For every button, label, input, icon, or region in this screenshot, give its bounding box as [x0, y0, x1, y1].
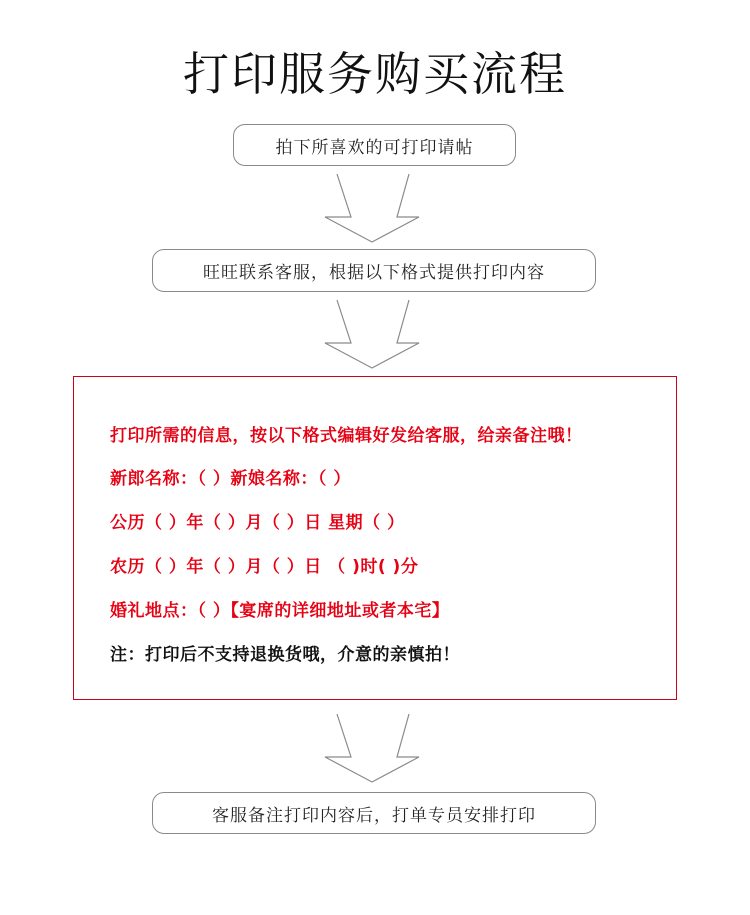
- page-title: 打印服务购买流程: [183, 47, 567, 101]
- form-note: 注：打印后不支持退换货哦，介意的亲慎拍！: [110, 645, 460, 665]
- step-2-box: [152, 249, 596, 292]
- down-arrow-icon: [317, 172, 427, 244]
- step-1-label: 拍下所喜欢的可打印请帖: [275, 137, 474, 158]
- step-4-label: 客服备注打印内容后，打单专员安排打印: [212, 805, 536, 826]
- form-lunar-date-line: 农历（ ）年（ ）月（ ）日 （ )时( )分: [110, 557, 419, 577]
- step-4-box: [152, 792, 596, 834]
- step-2-label: 旺旺联系客服，根据以下格式提供打印内容: [203, 263, 545, 283]
- form-solar-date-line: 公历（ ）年（ ）月（ ）日 星期（ ）: [110, 513, 405, 533]
- form-intro: 打印所需的信息，按以下格式编辑好发给客服，给亲备注哦！: [110, 426, 583, 446]
- form-names-line: 新郎名称：（ ）新娘名称：（ ）: [110, 469, 351, 489]
- step-1-box: [233, 124, 516, 166]
- form-venue-line: 婚礼地点：（ ）【宴席的详细地址或者本宅】: [110, 601, 450, 621]
- down-arrow-icon: [317, 298, 427, 370]
- down-arrow-icon: [317, 712, 427, 784]
